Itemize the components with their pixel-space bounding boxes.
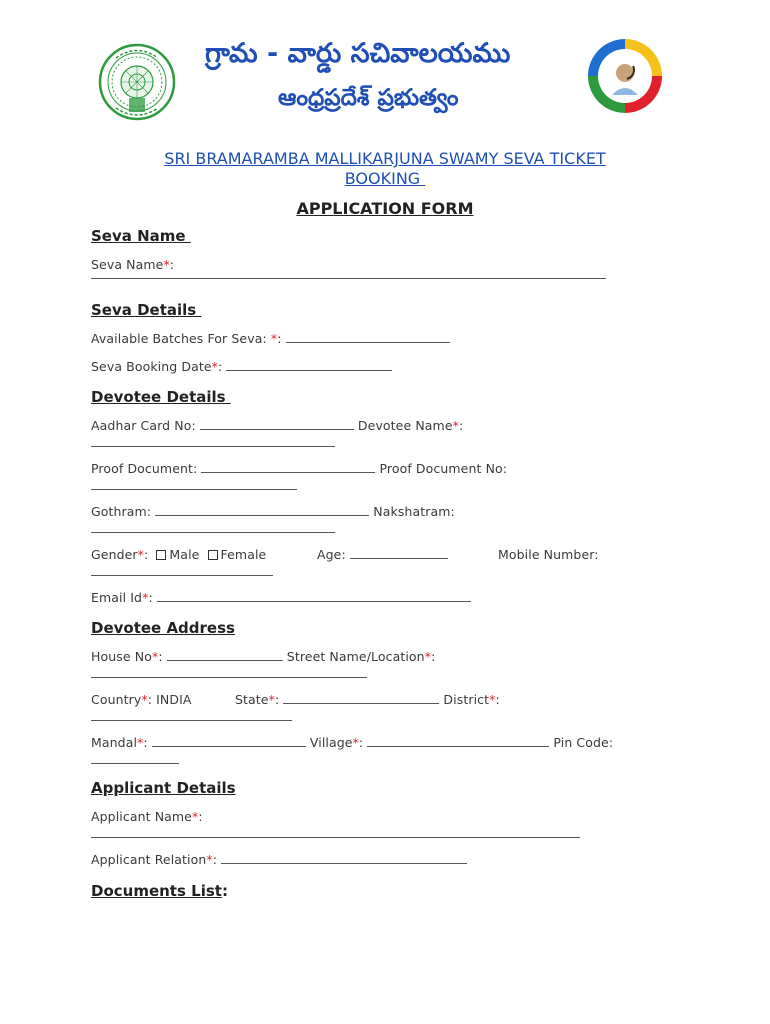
applicant-relation-label: Applicant Relation (91, 852, 207, 867)
devotee-name-input[interactable] (91, 446, 335, 447)
required-marker: * (163, 257, 170, 272)
gothram-row (91, 504, 455, 519)
required-marker: * (352, 735, 359, 750)
required-marker: * (270, 331, 278, 346)
colon: : (144, 547, 149, 562)
devotee-name-label: Devotee Name (357, 418, 453, 433)
house-no-input[interactable] (167, 649, 283, 661)
gothram-input[interactable] (155, 504, 369, 516)
mobile-number-label: Mobile Number: (498, 547, 599, 562)
seva-booking-date-row (91, 359, 392, 374)
gender-male-label: Male (169, 547, 200, 562)
state-input[interactable] (283, 692, 439, 704)
available-batches-input[interactable] (286, 331, 450, 343)
colon: : (458, 418, 464, 433)
available-batches-label: Available Batches For Seva: (91, 331, 271, 346)
secretariat-logo-icon (586, 37, 664, 121)
colon: : (274, 692, 280, 707)
form-title: APPLICATION FORM (296, 199, 474, 218)
gender-female-checkbox[interactable] (208, 550, 218, 560)
email-id-input[interactable] (157, 590, 471, 602)
ap-government-emblem-icon (98, 38, 176, 134)
mobile-number-input[interactable] (91, 575, 273, 576)
nakshatram-input[interactable] (91, 532, 335, 533)
aadhar-card-label: Aadhar Card No: (91, 418, 200, 433)
colon: : (212, 852, 218, 867)
state-label: State (235, 692, 269, 707)
colon: : (148, 590, 153, 605)
age-label: Age: (317, 547, 350, 562)
house-street-row (91, 649, 435, 664)
aadhar-card-input[interactable] (200, 418, 354, 430)
seva-booking-date-label: Seva Booking Date (91, 359, 212, 374)
required-marker: * (137, 735, 144, 750)
village-label: Village (309, 735, 353, 750)
gender-male-checkbox[interactable] (156, 550, 166, 560)
proof-document-row (91, 461, 507, 476)
mandal-label: Mandal (91, 735, 138, 750)
section-applicant-details: Applicant Details (91, 779, 236, 797)
colon: : (143, 735, 148, 750)
mandal-village-row (91, 735, 613, 750)
pin-code-label: Pin Code: (553, 735, 614, 750)
pin-code-input[interactable] (91, 763, 179, 764)
colon: : (198, 809, 203, 824)
state-district-row (235, 692, 500, 707)
seva-booking-date-input[interactable] (226, 359, 392, 371)
required-marker: * (137, 547, 145, 562)
aadhar-devotee-row (91, 418, 463, 433)
required-marker: * (489, 692, 496, 707)
section-seva-details: Seva Details (91, 301, 202, 319)
required-marker: * (191, 809, 199, 824)
gender-label: Gender (91, 547, 138, 562)
colon: : (431, 649, 436, 664)
seva-name-label: Seva Name (91, 257, 164, 272)
district-input[interactable] (91, 720, 292, 721)
country-row (91, 692, 192, 707)
required-marker: * (452, 418, 459, 433)
age-row (317, 547, 448, 562)
gender-row (91, 547, 266, 562)
colon: : (358, 735, 364, 750)
colon: : (277, 331, 282, 346)
seva-name-row (91, 257, 174, 272)
village-input[interactable] (367, 735, 549, 747)
required-marker: * (206, 852, 213, 867)
gender-female-label: Female (220, 547, 267, 562)
colon: : (495, 692, 500, 707)
title-line-1: SRI BRAMARAMBA MALLIKARJUNA SWAMY SEVA TICKET (164, 149, 606, 168)
colon: : (147, 692, 153, 707)
street-name-input[interactable] (91, 677, 367, 678)
telugu-subtitle: ఆంధ్రప్రదేశ్ ప్రభుత్వం (278, 85, 459, 111)
documents-list-heading: Documents List (91, 882, 222, 900)
required-marker: * (142, 590, 149, 605)
applicant-name-input[interactable] (91, 837, 580, 838)
proof-document-no-label: Proof Document No: (379, 461, 508, 476)
section-seva-name: Seva Name (91, 227, 191, 245)
applicant-relation-input[interactable] (221, 852, 467, 864)
mandal-input[interactable] (152, 735, 306, 747)
street-name-label: Street Name/Location (286, 649, 425, 664)
email-id-label: Email Id (91, 590, 143, 605)
district-label: District (443, 692, 490, 707)
applicant-name-label: Applicant Name (91, 809, 192, 824)
proof-document-no-input[interactable] (91, 489, 297, 490)
nakshatram-label: Nakshatram: (373, 504, 455, 519)
country-value: INDIA (152, 692, 192, 707)
gothram-label: Gothram: (91, 504, 156, 519)
email-row (91, 590, 471, 605)
applicant-relation-row (91, 852, 467, 867)
age-input[interactable] (350, 547, 448, 559)
colon: : (158, 649, 163, 664)
colon: : (218, 359, 223, 374)
applicant-name-row (91, 809, 203, 824)
colon: : (221, 882, 228, 900)
proof-document-input[interactable] (201, 461, 375, 473)
country-label: Country (91, 692, 142, 707)
proof-document-label: Proof Document: (91, 461, 202, 476)
section-documents-list (91, 882, 228, 900)
required-marker: * (268, 692, 275, 707)
colon: : (169, 257, 175, 272)
section-devotee-details: Devotee Details (91, 388, 231, 406)
required-marker: * (151, 649, 159, 664)
available-batches-row (91, 331, 450, 346)
required-marker: * (211, 359, 219, 374)
document-title (0, 149, 770, 189)
required-marker: * (424, 649, 432, 664)
house-no-label: House No (91, 649, 152, 664)
telugu-title: గ్రామ - వార్డు సచివాలయము (205, 38, 511, 69)
seva-name-input[interactable] (91, 278, 606, 279)
title-line-2: BOOKING (344, 169, 426, 188)
required-marker: * (141, 692, 148, 707)
section-devotee-address: Devotee Address (91, 619, 235, 637)
